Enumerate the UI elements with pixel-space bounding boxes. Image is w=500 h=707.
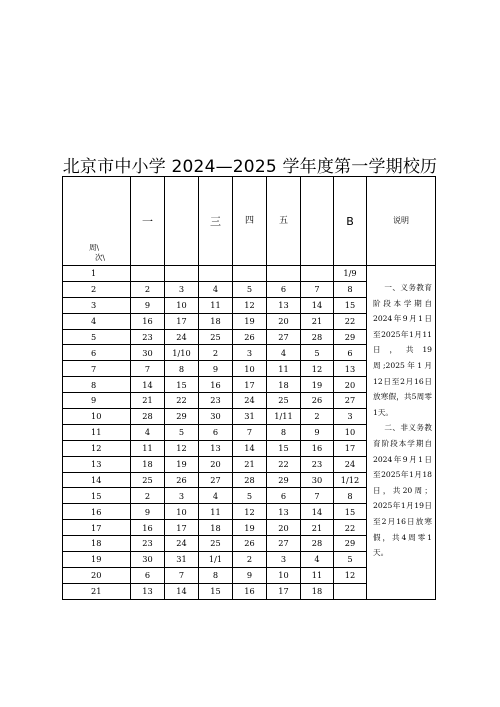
date-cell: 30	[301, 472, 334, 488]
date-cell: 25	[199, 329, 233, 345]
date-cell: 15	[267, 440, 301, 456]
date-cell	[334, 583, 367, 599]
date-cell: 25	[131, 472, 165, 488]
week-number-cell: 9	[63, 393, 131, 409]
date-cell: 12	[165, 440, 199, 456]
date-cell: 14	[165, 583, 199, 599]
header-day-1: 一	[131, 177, 165, 266]
date-cell: 9	[131, 504, 165, 520]
date-cell: 14	[301, 504, 334, 520]
date-cell: 27	[334, 393, 367, 409]
date-cell: 18	[301, 583, 334, 599]
week-number-cell: 16	[63, 504, 131, 520]
date-cell: 19	[233, 520, 267, 536]
date-cell: 16	[199, 377, 233, 393]
date-cell: 20	[267, 313, 301, 329]
date-cell: 30	[131, 552, 165, 568]
date-cell: 2	[131, 488, 165, 504]
week-number-cell: 18	[63, 536, 131, 552]
date-cell: 19	[301, 377, 334, 393]
date-cell: 20	[267, 520, 301, 536]
date-cell: 3	[233, 345, 267, 361]
date-cell: 2	[301, 409, 334, 425]
week-number-cell: 10	[63, 409, 131, 425]
date-cell: 21	[301, 520, 334, 536]
date-cell	[199, 266, 233, 282]
week-number-cell: 20	[63, 567, 131, 583]
date-cell: 22	[267, 456, 301, 472]
date-cell: 8	[165, 361, 199, 377]
date-cell: 12	[233, 504, 267, 520]
date-cell	[131, 266, 165, 282]
week-number-cell: 2	[63, 281, 131, 297]
date-cell: 17	[165, 520, 199, 536]
date-cell: 15	[334, 504, 367, 520]
date-cell: 4	[267, 345, 301, 361]
date-cell: 31	[165, 552, 199, 568]
date-cell: 5	[165, 424, 199, 440]
date-cell: 16	[131, 313, 165, 329]
date-cell: 27	[267, 329, 301, 345]
date-cell: 29	[334, 329, 367, 345]
date-cell: 13	[199, 440, 233, 456]
date-cell: 18	[199, 520, 233, 536]
date-cell: 9	[131, 297, 165, 313]
corner-label-week: 周\	[89, 243, 100, 253]
date-cell: 11	[131, 440, 165, 456]
date-cell: 24	[233, 393, 267, 409]
date-cell	[165, 266, 199, 282]
date-cell: 19	[165, 456, 199, 472]
week-number-cell: 1	[63, 266, 131, 282]
date-cell: 12	[233, 297, 267, 313]
date-cell: 16	[301, 440, 334, 456]
date-cell: 6	[267, 488, 301, 504]
note-paragraph: 二、非义务教育阶段本学期自2024年9月1日至2025年1月18日，共20周；2025年1月19日至2月16日放寒假，共4周零1天。	[373, 423, 432, 558]
date-cell: 21	[131, 393, 165, 409]
corner-label-count: 次\	[95, 252, 106, 262]
date-cell: 18	[199, 313, 233, 329]
date-cell: 7	[233, 424, 267, 440]
date-cell: 27	[199, 472, 233, 488]
week-number-cell: 11	[63, 424, 131, 440]
week-number-cell: 19	[63, 552, 131, 568]
date-cell: 10	[267, 567, 301, 583]
date-cell	[233, 266, 267, 282]
week-number-cell: 3	[63, 297, 131, 313]
date-cell	[267, 266, 301, 282]
week-number-cell: 21	[63, 583, 131, 599]
date-cell: 3	[334, 409, 367, 425]
date-cell: 26	[233, 536, 267, 552]
date-cell: 16	[131, 520, 165, 536]
date-cell: 12	[301, 361, 334, 377]
date-cell: 6	[199, 424, 233, 440]
date-cell: 23	[131, 329, 165, 345]
date-cell: 16	[233, 583, 267, 599]
header-day-3: 三	[199, 177, 233, 266]
header-row	[63, 177, 436, 266]
date-cell: 23	[131, 536, 165, 552]
notes-cell	[367, 266, 436, 600]
date-cell: 4	[199, 488, 233, 504]
date-cell: 11	[199, 504, 233, 520]
date-cell: 10	[165, 504, 199, 520]
date-cell: 7	[131, 361, 165, 377]
date-cell: 9	[301, 424, 334, 440]
date-cell: 6	[267, 281, 301, 297]
header-day-4: 四	[233, 177, 267, 266]
header-day-2	[165, 177, 199, 266]
date-cell: 6	[131, 567, 165, 583]
date-cell: 22	[165, 393, 199, 409]
date-cell: 21	[233, 456, 267, 472]
date-cell: 20	[334, 377, 367, 393]
date-cell: 31	[233, 409, 267, 425]
date-cell: 3	[165, 281, 199, 297]
date-cell: 25	[199, 536, 233, 552]
date-cell: 23	[199, 393, 233, 409]
date-cell: 27	[267, 536, 301, 552]
date-cell: 1/11	[267, 409, 301, 425]
date-cell: 22	[334, 520, 367, 536]
week-number-cell: 12	[63, 440, 131, 456]
date-cell: 10	[233, 361, 267, 377]
date-cell: 25	[267, 393, 301, 409]
date-cell: 13	[131, 583, 165, 599]
date-cell: 4	[199, 281, 233, 297]
date-cell: 29	[334, 536, 367, 552]
week-number-cell: 4	[63, 313, 131, 329]
week-number-cell: 5	[63, 329, 131, 345]
date-cell: 1/12	[334, 472, 367, 488]
date-cell: 5	[334, 552, 367, 568]
date-cell: 7	[301, 281, 334, 297]
week-number-cell: 8	[63, 377, 131, 393]
date-cell: 26	[165, 472, 199, 488]
date-cell: 30	[199, 409, 233, 425]
date-cell: 14	[233, 440, 267, 456]
header-day-6	[301, 177, 334, 266]
date-cell: 9	[233, 567, 267, 583]
date-cell: 10	[165, 297, 199, 313]
date-cell: 10	[334, 424, 367, 440]
date-cell: 2	[131, 281, 165, 297]
school-calendar-table	[62, 176, 436, 600]
date-cell: 8	[334, 488, 367, 504]
date-cell: 29	[267, 472, 301, 488]
date-cell: 1/10	[165, 345, 199, 361]
date-cell: 22	[334, 313, 367, 329]
date-cell: 28	[301, 536, 334, 552]
date-cell: 24	[165, 536, 199, 552]
date-cell: 8	[199, 567, 233, 583]
date-cell: 4	[131, 424, 165, 440]
date-cell: 28	[233, 472, 267, 488]
date-cell: 1/9	[334, 266, 367, 282]
date-cell: 26	[301, 393, 334, 409]
date-cell: 28	[131, 409, 165, 425]
date-cell: 11	[267, 361, 301, 377]
date-cell: 19	[233, 313, 267, 329]
date-cell: 13	[267, 297, 301, 313]
note-paragraph: 一、义务教育阶段本学期自2024年9月1日至2025年1月11日，共19周;2025年1月12日至2月16日放寒假，共5周零1天。	[373, 283, 432, 417]
date-cell: 17	[334, 440, 367, 456]
date-cell: 24	[165, 329, 199, 345]
date-cell: 1/1	[199, 552, 233, 568]
date-cell: 5	[301, 345, 334, 361]
date-cell: 3	[165, 488, 199, 504]
date-cell: 17	[165, 313, 199, 329]
date-cell: 2	[199, 345, 233, 361]
date-cell: 14	[301, 297, 334, 313]
week-number-cell: 7	[63, 361, 131, 377]
date-cell: 20	[199, 456, 233, 472]
date-cell: 18	[131, 456, 165, 472]
date-cell: 14	[131, 377, 165, 393]
date-cell: 15	[334, 297, 367, 313]
date-cell: 29	[165, 409, 199, 425]
week-number-cell: 13	[63, 456, 131, 472]
date-cell: 7	[301, 488, 334, 504]
header-day-5: 五	[267, 177, 301, 266]
week-number-cell: 15	[63, 488, 131, 504]
date-cell: 21	[301, 313, 334, 329]
week-number-cell: 17	[63, 520, 131, 536]
header-corner-cell	[63, 177, 131, 266]
date-cell: 15	[199, 583, 233, 599]
date-cell: 7	[165, 567, 199, 583]
header-notes-label: 说明	[367, 177, 436, 266]
date-cell: 5	[233, 281, 267, 297]
week-row	[63, 266, 436, 282]
date-cell: 6	[334, 345, 367, 361]
date-cell: 30	[131, 345, 165, 361]
date-cell: 12	[334, 567, 367, 583]
date-cell: 26	[233, 329, 267, 345]
date-cell: 24	[334, 456, 367, 472]
date-cell: 18	[267, 377, 301, 393]
date-cell	[301, 266, 334, 282]
date-cell: 4	[301, 552, 334, 568]
week-number-cell: 14	[63, 472, 131, 488]
date-cell: 23	[301, 456, 334, 472]
date-cell: 11	[199, 297, 233, 313]
date-cell: 2	[233, 552, 267, 568]
date-cell: 17	[233, 377, 267, 393]
header-day-7: B	[334, 177, 367, 266]
date-cell: 15	[165, 377, 199, 393]
date-cell: 3	[267, 552, 301, 568]
date-cell: 8	[334, 281, 367, 297]
date-cell: 5	[233, 488, 267, 504]
date-cell: 8	[267, 424, 301, 440]
date-cell: 17	[267, 583, 301, 599]
date-cell: 9	[199, 361, 233, 377]
page-title: 北京市中小学 2024—2025 学年度第一学期校历	[62, 157, 438, 177]
date-cell: 11	[301, 567, 334, 583]
date-cell: 13	[334, 361, 367, 377]
date-cell: 28	[301, 329, 334, 345]
date-cell: 13	[267, 504, 301, 520]
week-number-cell: 6	[63, 345, 131, 361]
